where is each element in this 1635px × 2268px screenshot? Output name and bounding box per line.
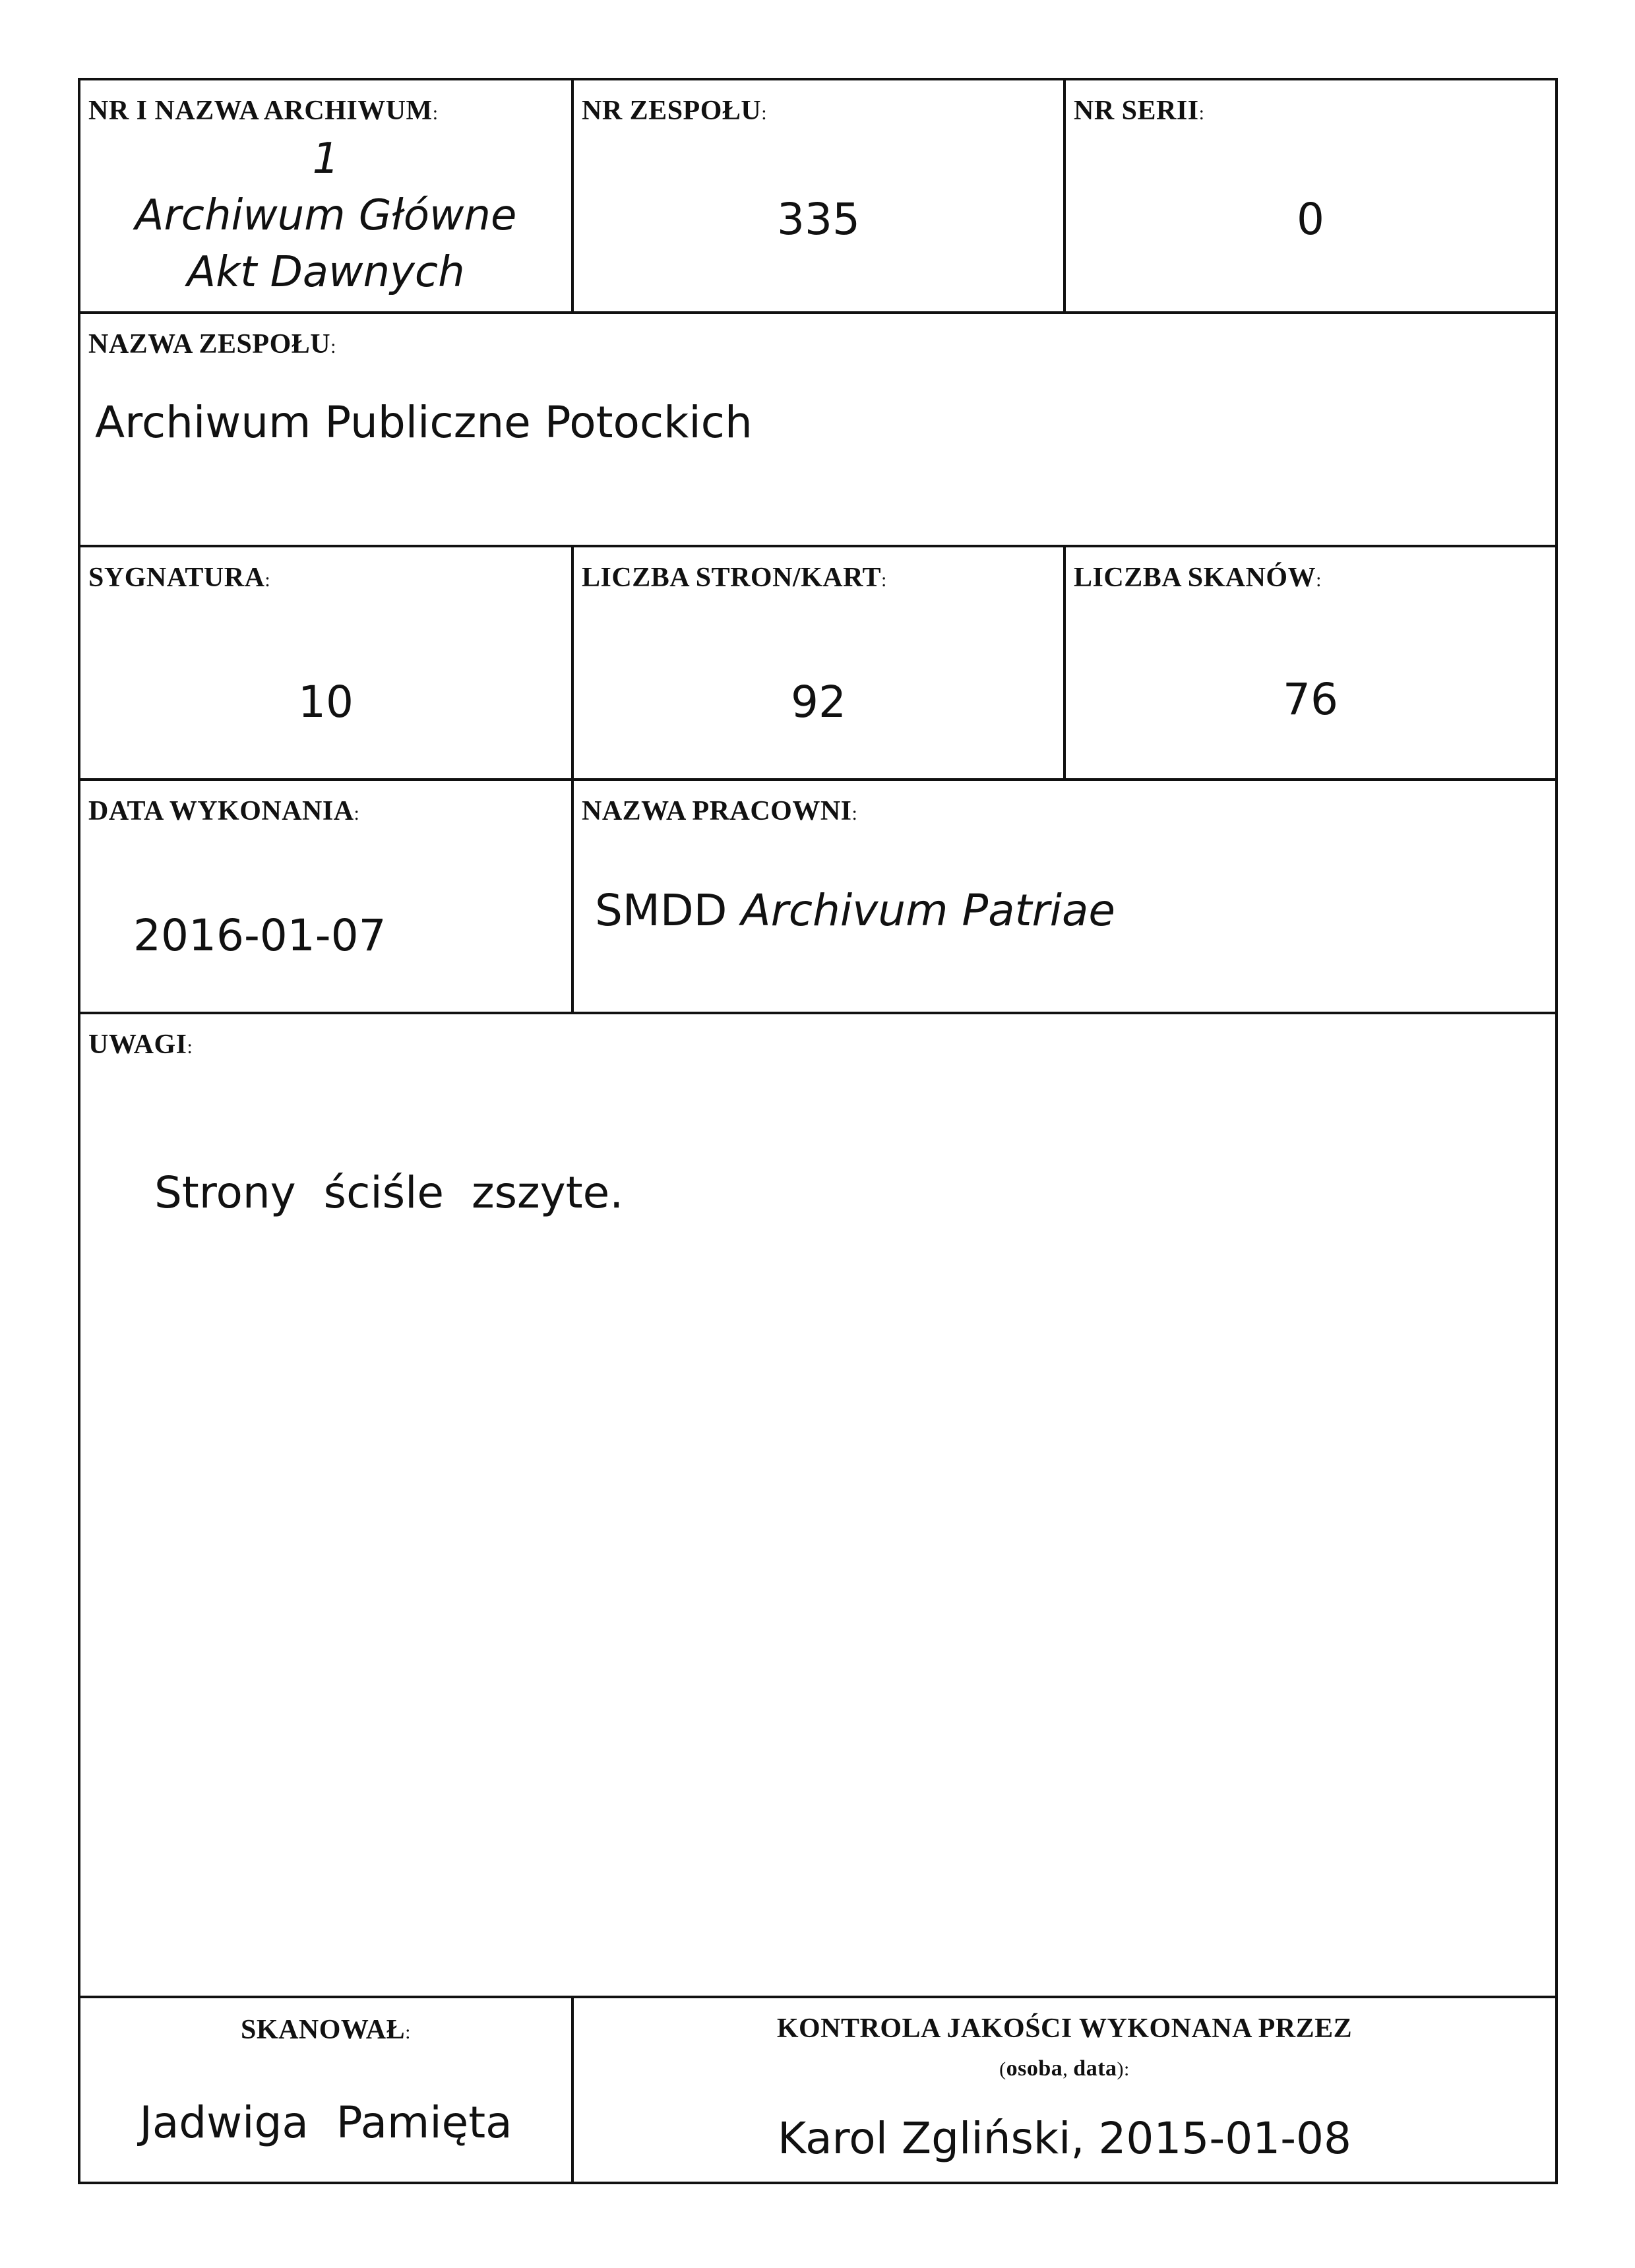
date-value: 2016-01-07 [133,910,386,961]
qc-label: KONTROLA JAKOŚCI WYKONANA PRZEZ [776,2013,1353,2044]
pages-value: 92 [791,677,846,727]
fonds-name: Archiwum Publiczne Potockich [95,397,753,448]
series-number: 0 [1297,194,1324,245]
notes-value: Strony ściśle zszyte. [154,1167,624,1218]
scanned-by-label: SKANOWAŁ: [241,2015,411,2045]
row-divider-5 [80,1996,1555,1998]
workshop-prefix: SMDD [595,885,727,936]
qc-sublabel: (osoba, data): [999,2056,1130,2081]
archive-name-line2: Akt Dawnych [187,248,465,297]
pages-label: LICZBA STRON/KART: [582,563,887,593]
row-divider-3 [80,778,1555,781]
workshop-value [595,885,1115,936]
signature-value: 10 [298,677,354,727]
col-divider-row4 [571,778,574,1012]
col-divider-row3-b [1063,545,1066,778]
archive-label: NR I NAZWA ARCHIWUM: [88,96,439,126]
notes-label: UWAGI: [88,1029,193,1060]
row-divider-2 [80,545,1555,547]
col-divider-row3-a [571,545,574,778]
series-number-label: NR SERII: [1074,96,1205,126]
workshop-label: NAZWA PRACOWNI: [582,796,858,826]
workshop-name: Archivum Patriae [741,885,1116,936]
fonds-number: 335 [777,194,860,245]
archive-name-line1: Archiwum Główne [135,191,517,240]
scans-label: LICZBA SKANÓW: [1074,563,1322,593]
row-divider-1 [80,311,1555,314]
scanned-by-value: Jadwiga Pamięta [139,2097,512,2148]
archive-number: 1 [312,135,340,183]
row-divider-4 [80,1012,1555,1014]
qc-value: Karol Zgliński, 2015-01-08 [777,2113,1352,2164]
fonds-number-label: NR ZESPOŁU: [582,96,768,126]
date-label: DATA WYKONANIA: [88,796,360,826]
scans-value: 76 [1283,674,1338,725]
signature-label: SYGNATURA: [88,563,271,593]
archive-scan-form [78,78,1558,2184]
fonds-name-label: NAZWA ZESPOŁU: [88,329,336,359]
